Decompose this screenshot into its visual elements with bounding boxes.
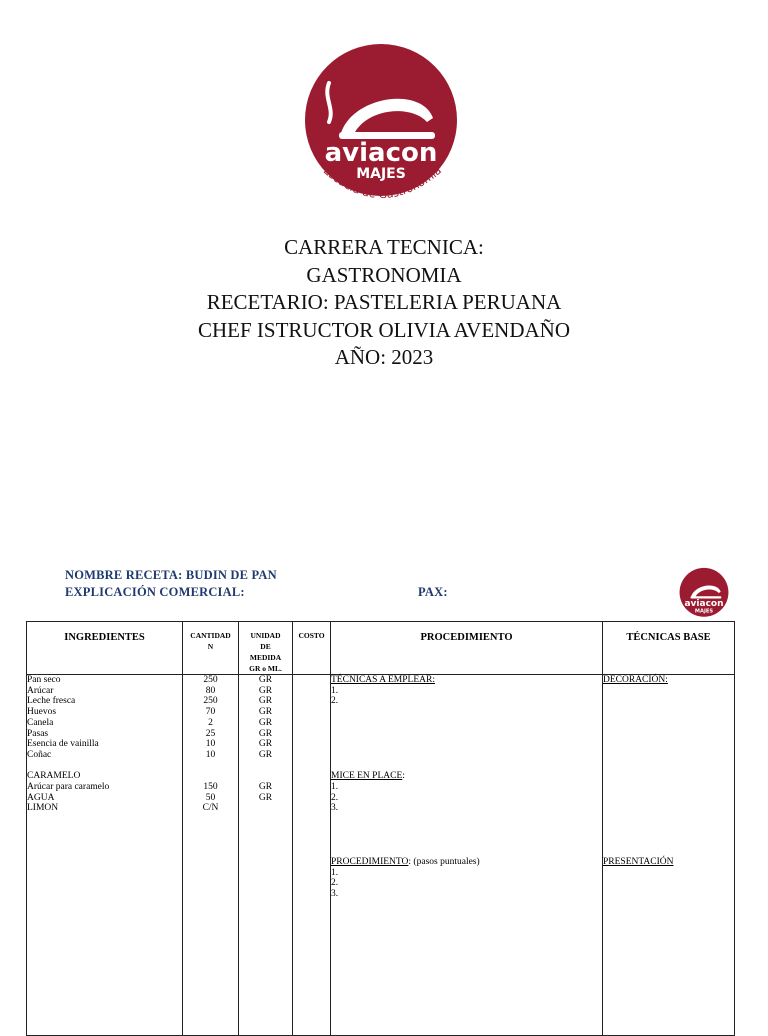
ingredient-qty: C/N <box>202 803 219 814</box>
ingredient-name: Coñac <box>27 749 52 760</box>
title-line: GASTRONOMIA <box>306 262 462 287</box>
procedure-title: PROCEDIMIENTO: (pasos puntuales) <box>331 856 480 867</box>
title-line: CHEF ISTRUCTOR OLIVIA AVENDAÑO <box>197 317 570 342</box>
ingredient-qty: 2 <box>208 717 213 728</box>
recipe-name: NOMBRE RECETA: BUDIN DE PAN <box>65 568 277 582</box>
ingredient-name: Huevos <box>27 707 57 718</box>
school-logo <box>301 38 461 206</box>
mise-en-place-title: MICE EN PLACE: <box>331 771 405 782</box>
ingredient-unit: GR <box>258 675 273 685</box>
unit-column <box>239 675 293 1036</box>
ingredient-name: Esencia de vainilla <box>27 739 99 750</box>
ingredient-unit: GR <box>258 707 273 718</box>
ingredient-qty: 150 <box>203 782 218 792</box>
svg-text:aviacon: aviacon <box>684 599 724 610</box>
step-item: 2. <box>331 878 339 889</box>
ingredient-unit: GR <box>258 792 273 803</box>
ingredient-unit: GR <box>258 739 273 750</box>
ingredient-qty: 250 <box>203 675 218 685</box>
ingredient-unit: GR <box>258 717 273 728</box>
ingredient-name: Pasas <box>27 728 49 739</box>
header-costo: COSTO <box>293 622 331 675</box>
ingredient-name: LIMON <box>27 803 59 814</box>
ingredient-name: AGUA <box>27 792 55 803</box>
quantity-column <box>183 675 239 1036</box>
header-unidad: UNIDAD DE MEDIDA GR o ML. <box>239 622 293 675</box>
header-cantidad: CANTIDAD N <box>183 622 239 675</box>
title-line: AÑO: 2023 <box>334 345 434 369</box>
procedure-column <box>331 675 603 1036</box>
ingredient-unit: GR <box>258 685 273 696</box>
ingredient-name: CARAMELO <box>27 771 81 782</box>
ingredient-name: Canela <box>27 717 54 728</box>
ingredient-unit: GR <box>258 782 273 792</box>
step-item: 2. <box>331 792 339 803</box>
ingredient-qty: 70 <box>205 707 216 718</box>
step-item: 2. <box>331 696 339 707</box>
ingredient-qty: 25 <box>205 728 216 739</box>
ingredient-name: Arúcar <box>27 685 54 696</box>
techniques-title: TÉCNICAS A EMPLEAR: <box>331 675 435 685</box>
ingredient-name: Leche fresca <box>27 696 76 707</box>
ingredient-unit: GR <box>258 728 273 739</box>
ingredient-name: Pan seco <box>27 675 61 685</box>
ingredients-column <box>27 675 183 1036</box>
recipe-table <box>26 621 735 1036</box>
step-item: 1. <box>331 867 339 878</box>
ingredient-qty <box>183 771 238 782</box>
decoration-title: DECORACIÓN: <box>603 675 668 685</box>
logo-sub-text: MAJES <box>356 166 406 182</box>
logo-tagline-text: Escuela de Gastronomía <box>320 163 444 202</box>
ingredient-name: Arúcar para caramelo <box>27 782 110 793</box>
ingredient-unit: GR <box>258 696 273 707</box>
pax-label: PAX: <box>418 585 448 599</box>
school-logo-small <box>678 566 730 620</box>
header-ingredientes: INGREDIENTES <box>27 622 183 675</box>
cost-column <box>293 675 331 1036</box>
ingredient-qty: 50 <box>205 792 216 803</box>
table-header-row <box>27 622 735 675</box>
title-line: CARRERA TECNICA: <box>284 235 484 259</box>
table-body-row <box>27 675 735 1036</box>
techniques-column <box>603 675 735 1036</box>
ingredient-qty: 10 <box>205 749 216 760</box>
ingredient-unit: GR <box>258 749 273 760</box>
presentation-title: PRESENTACIÓN <box>603 856 674 867</box>
step-item: 1. <box>331 685 339 696</box>
step-item: 3. <box>331 803 339 814</box>
ingredient-qty: 80 <box>205 685 216 696</box>
header-tecnicas: TÉCNICAS BASE <box>603 622 735 675</box>
commercial-explanation-label: EXPLICACIÓN COMERCIAL: <box>65 585 245 599</box>
ingredient-unit <box>239 803 292 814</box>
ingredient-qty: 10 <box>205 739 216 750</box>
step-item: 1. <box>331 781 339 792</box>
step-item: 3. <box>331 889 339 900</box>
ingredient-unit <box>239 771 292 782</box>
svg-text:MAJES: MAJES <box>694 608 714 615</box>
logo-brand-text: aviacon <box>324 138 438 168</box>
header-procedimiento: PROCEDIMIENTO <box>331 622 603 675</box>
title-line: RECETARIO: PASTELERIA PERUANA <box>206 290 562 314</box>
ingredient-qty: 250 <box>203 696 218 707</box>
document-title <box>0 234 768 372</box>
